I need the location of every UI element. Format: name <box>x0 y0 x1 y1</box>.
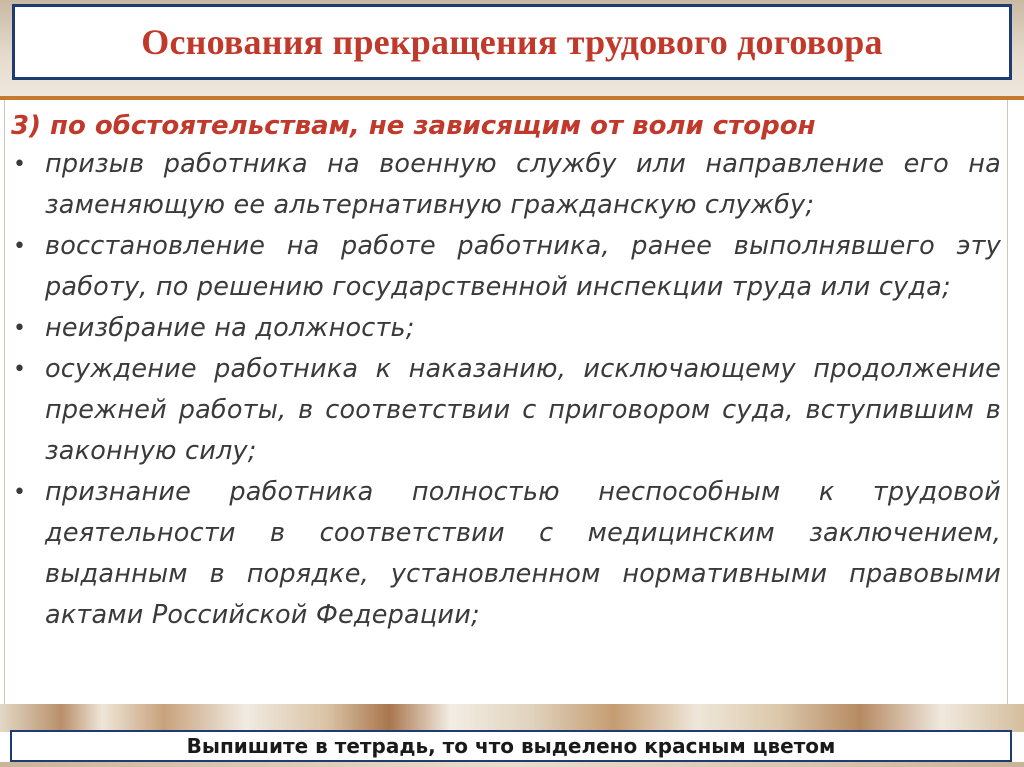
list-item-text: восстановление на работе работника, ранее выполнявшего эту работу, по решению государственной инспекции труда или суда; <box>45 231 1001 302</box>
bottom-decorative-strip <box>0 704 1024 732</box>
bullet-icon: • <box>13 316 27 341</box>
content-panel <box>4 100 1008 704</box>
bullet-icon: • <box>13 152 27 177</box>
list-item-text: признание работника полностью неспособным к трудовой деятельности в соответствии с медицинским заключением, выданным в порядке, установленном нормативными правовыми актами Российской Федерации; <box>45 477 1001 630</box>
bullet-icon: • <box>13 234 27 259</box>
footer-frame <box>10 730 1012 762</box>
bottom-edge-decoration <box>0 762 1024 767</box>
slide-title: Основания прекращения трудового договора <box>141 22 883 62</box>
list-item <box>11 308 1001 349</box>
list-item-text: призыв работника на военную службу или направление его на заменяющую ее альтернативную гражданскую службу; <box>45 149 1001 220</box>
list-item <box>11 472 1001 636</box>
footer-note: Выпишите в тетрадь, то что выделено красным цветом <box>186 734 836 758</box>
bullet-icon: • <box>13 357 27 382</box>
section-subheading: 3) по обстоятельствам, не зависящим от воли сторон <box>11 111 816 141</box>
list-item <box>11 144 1001 226</box>
list-item-text: осуждение работника к наказанию, исключающему продолжение прежней работы, в соответствии с приговором суда, вступившим в законную силу; <box>45 354 1001 466</box>
bullet-list <box>11 144 1001 636</box>
bullet-icon: • <box>13 480 27 505</box>
list-item-text: неизбрание на должность; <box>45 313 415 343</box>
title-frame <box>12 4 1012 80</box>
list-item <box>11 349 1001 472</box>
list-item <box>11 226 1001 308</box>
